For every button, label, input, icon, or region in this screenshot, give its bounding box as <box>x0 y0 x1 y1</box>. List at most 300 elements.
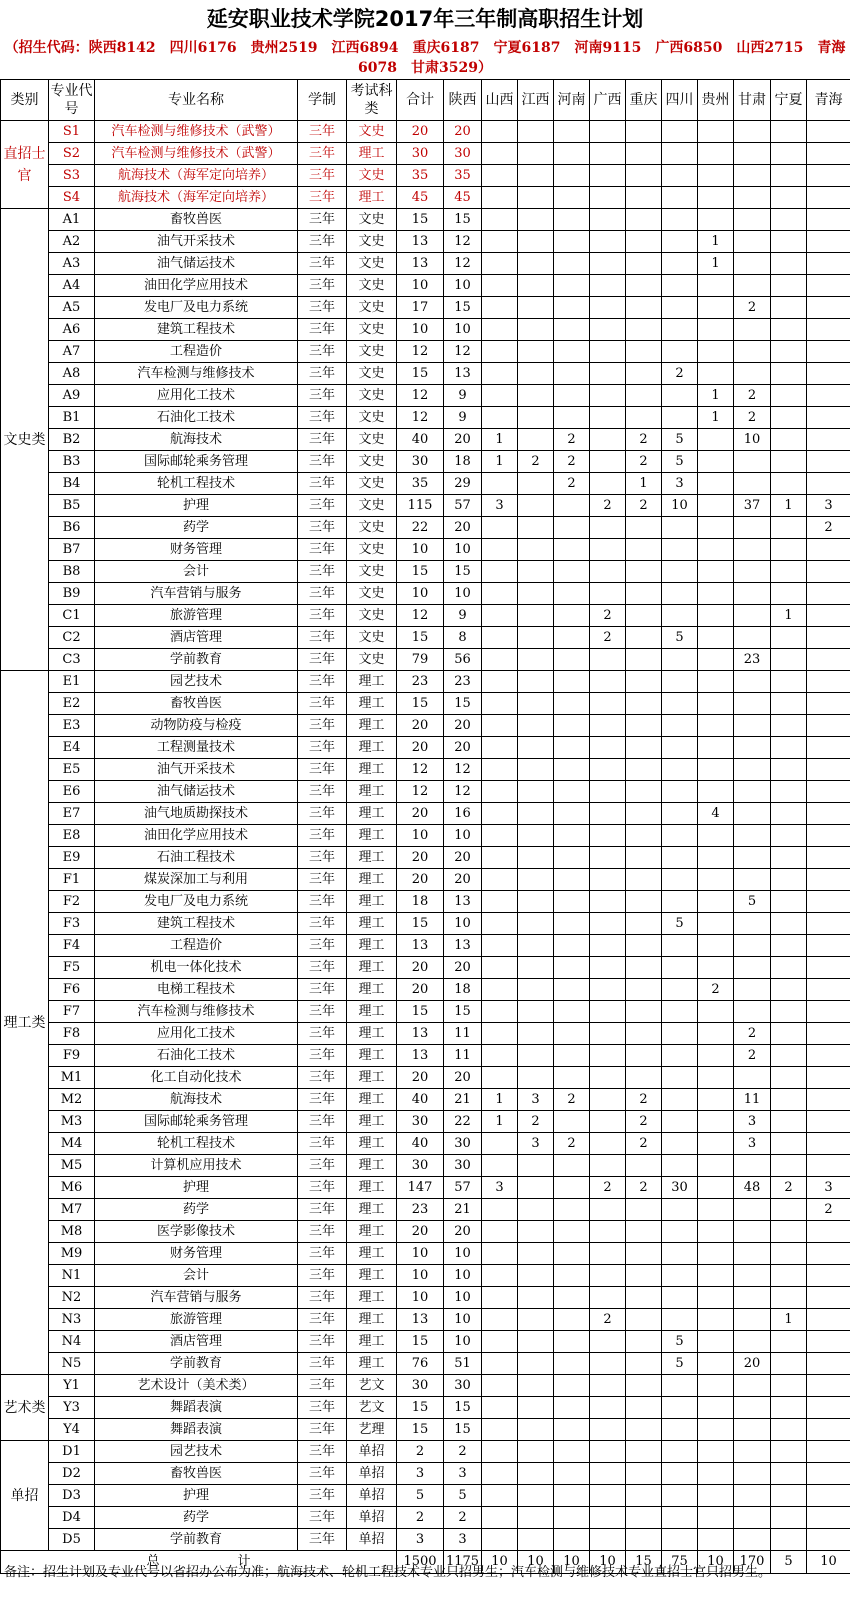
table-row <box>1 1353 850 1375</box>
table-cell <box>590 1243 626 1265</box>
table-row <box>1 737 850 759</box>
table-cell <box>734 275 771 297</box>
table-cell: 三年 <box>298 605 347 627</box>
table-row <box>1 297 850 319</box>
table-cell: 文史 <box>347 297 397 319</box>
table-cell: N3 <box>49 1309 95 1331</box>
table-cell: 9 <box>444 407 482 429</box>
table-cell: 单招 <box>347 1529 397 1551</box>
total-cell: 5 <box>771 1551 807 1574</box>
table-cell: 三年 <box>298 385 347 407</box>
table-cell <box>482 1441 518 1463</box>
table-cell: 理工 <box>347 1023 397 1045</box>
table-cell: 12 <box>444 253 482 275</box>
table-row <box>1 473 850 495</box>
table-cell: 三年 <box>298 121 347 143</box>
table-cell <box>482 869 518 891</box>
table-cell <box>771 869 807 891</box>
table-cell <box>626 297 662 319</box>
table-cell: 2 <box>397 1507 444 1529</box>
table-row <box>1 1331 850 1353</box>
table-cell <box>518 1353 554 1375</box>
table-cell: 理工 <box>347 825 397 847</box>
table-cell: 2 <box>590 495 626 517</box>
table-cell: 35 <box>444 165 482 187</box>
table-cell <box>626 187 662 209</box>
table-cell <box>554 385 590 407</box>
table-cell <box>771 561 807 583</box>
table-cell <box>734 1243 771 1265</box>
table-cell <box>734 1419 771 1441</box>
table-cell <box>771 847 807 869</box>
table-cell: 13 <box>444 935 482 957</box>
table-cell: 化工自动化技术 <box>95 1067 298 1089</box>
table-cell <box>554 165 590 187</box>
table-cell: 2 <box>554 429 590 451</box>
table-cell: 15 <box>444 209 482 231</box>
table-row <box>1 979 850 1001</box>
table-cell <box>807 1155 850 1177</box>
table-cell: 15 <box>444 693 482 715</box>
table-cell <box>734 473 771 495</box>
table-cell: 酒店管理 <box>95 1331 298 1353</box>
table-cell: 三年 <box>298 1331 347 1353</box>
table-cell <box>554 363 590 385</box>
table-cell: 3 <box>807 1177 850 1199</box>
table-cell: 2 <box>444 1441 482 1463</box>
table-cell <box>771 121 807 143</box>
table-cell: 艺文 <box>347 1375 397 1397</box>
total-cell: 10 <box>590 1551 626 1574</box>
table-cell: 2 <box>590 627 626 649</box>
table-cell <box>626 649 662 671</box>
table-cell: 12 <box>397 781 444 803</box>
table-cell: 理工 <box>347 1243 397 1265</box>
table-cell <box>771 429 807 451</box>
table-cell: 油田化学应用技术 <box>95 825 298 847</box>
table-cell <box>698 187 734 209</box>
column-header: 江西 <box>518 80 554 121</box>
table-cell <box>807 253 850 275</box>
table-cell <box>626 825 662 847</box>
table-cell <box>734 957 771 979</box>
table-cell <box>698 1243 734 1265</box>
table-cell: 11 <box>444 1023 482 1045</box>
table-cell <box>554 715 590 737</box>
table-cell <box>590 121 626 143</box>
table-cell: 三年 <box>298 1221 347 1243</box>
table-cell: 三年 <box>298 561 347 583</box>
table-cell <box>626 341 662 363</box>
table-cell <box>518 341 554 363</box>
table-cell <box>807 1507 850 1529</box>
category-cell: 直招士官 <box>1 121 49 209</box>
table-cell: 三年 <box>298 1089 347 1111</box>
table-cell <box>662 1243 698 1265</box>
table-cell <box>590 1023 626 1045</box>
table-cell <box>662 1045 698 1067</box>
table-cell: 20 <box>444 517 482 539</box>
table-cell <box>698 1397 734 1419</box>
table-row <box>1 913 850 935</box>
table-cell: 艺术设计（美术类） <box>95 1375 298 1397</box>
table-cell <box>771 1485 807 1507</box>
table-cell <box>626 561 662 583</box>
table-cell: 40 <box>397 429 444 451</box>
table-cell <box>554 495 590 517</box>
table-cell: 20 <box>444 1221 482 1243</box>
table-cell: B3 <box>49 451 95 473</box>
table-cell <box>807 1331 850 1353</box>
table-cell: 12 <box>444 341 482 363</box>
table-cell <box>554 1529 590 1551</box>
table-cell <box>698 1111 734 1133</box>
table-cell <box>626 935 662 957</box>
table-cell <box>482 1485 518 1507</box>
table-cell <box>626 253 662 275</box>
table-cell: E6 <box>49 781 95 803</box>
table-cell: 油气地质勘探技术 <box>95 803 298 825</box>
table-cell <box>626 1243 662 1265</box>
table-cell <box>482 1199 518 1221</box>
table-cell <box>626 781 662 803</box>
table-cell <box>590 1111 626 1133</box>
table-cell <box>554 319 590 341</box>
table-cell <box>734 1001 771 1023</box>
total-cell: 10 <box>554 1551 590 1574</box>
table-cell: 15 <box>397 363 444 385</box>
table-row <box>1 1045 850 1067</box>
table-cell <box>554 1485 590 1507</box>
table-cell: 三年 <box>298 1397 347 1419</box>
total-cell: 1500 <box>397 1551 444 1574</box>
table-row <box>1 1397 850 1419</box>
table-cell: 三年 <box>298 1309 347 1331</box>
table-cell: 30 <box>444 1375 482 1397</box>
table-cell: 理工 <box>347 781 397 803</box>
table-cell: 理工 <box>347 759 397 781</box>
table-cell: S2 <box>49 143 95 165</box>
table-cell: 15 <box>444 1419 482 1441</box>
table-cell: 三年 <box>298 1529 347 1551</box>
table-cell: 1 <box>482 429 518 451</box>
table-cell <box>590 869 626 891</box>
table-cell <box>482 715 518 737</box>
table-row <box>1 209 850 231</box>
table-cell <box>771 825 807 847</box>
table-cell <box>807 913 850 935</box>
table-cell: 航海技术（海军定向培养） <box>95 187 298 209</box>
table-cell: 115 <box>397 495 444 517</box>
table-cell: 15 <box>397 1331 444 1353</box>
table-cell <box>590 1265 626 1287</box>
table-row <box>1 1111 850 1133</box>
table-row <box>1 319 850 341</box>
table-cell: 理工 <box>347 187 397 209</box>
table-cell <box>518 495 554 517</box>
table-cell <box>807 1309 850 1331</box>
table-cell <box>518 121 554 143</box>
table-cell: 76 <box>397 1353 444 1375</box>
table-cell: 理工 <box>347 671 397 693</box>
table-cell: 10 <box>444 275 482 297</box>
table-row <box>1 407 850 429</box>
table-cell: 国际邮轮乘务管理 <box>95 451 298 473</box>
table-cell <box>482 1001 518 1023</box>
table-cell: 文史 <box>347 363 397 385</box>
table-cell: 3 <box>807 495 850 517</box>
table-cell <box>807 605 850 627</box>
table-cell: 药学 <box>95 1507 298 1529</box>
table-cell <box>734 1331 771 1353</box>
table-cell: 汽车检测与维修技术（武警） <box>95 143 298 165</box>
table-cell: 79 <box>397 649 444 671</box>
table-cell: 理工 <box>347 847 397 869</box>
table-row <box>1 671 850 693</box>
table-cell <box>734 1463 771 1485</box>
table-cell: 22 <box>444 1111 482 1133</box>
table-cell: N1 <box>49 1265 95 1287</box>
table-cell: 国际邮轮乘务管理 <box>95 1111 298 1133</box>
table-cell: 理工 <box>347 1265 397 1287</box>
table-cell: 13 <box>397 935 444 957</box>
table-cell: 轮机工程技术 <box>95 1133 298 1155</box>
table-cell <box>482 649 518 671</box>
table-cell <box>482 1045 518 1067</box>
table-cell <box>554 847 590 869</box>
table-cell <box>771 385 807 407</box>
table-cell: 单招 <box>347 1507 397 1529</box>
table-cell: 计算机应用技术 <box>95 1155 298 1177</box>
table-cell: 18 <box>444 979 482 1001</box>
total-cell: 10 <box>807 1551 850 1574</box>
table-cell <box>662 671 698 693</box>
table-cell: E5 <box>49 759 95 781</box>
table-cell <box>482 1397 518 1419</box>
table-cell <box>554 1177 590 1199</box>
table-cell <box>734 561 771 583</box>
table-cell <box>662 935 698 957</box>
table-cell: 30 <box>397 451 444 473</box>
table-cell: 2 <box>397 1441 444 1463</box>
table-cell: 理工 <box>347 957 397 979</box>
table-cell <box>771 1265 807 1287</box>
table-cell <box>590 253 626 275</box>
table-cell <box>734 165 771 187</box>
table-cell <box>626 847 662 869</box>
table-cell <box>734 1309 771 1331</box>
table-cell: 理工 <box>347 1155 397 1177</box>
table-cell <box>590 473 626 495</box>
table-cell <box>734 1485 771 1507</box>
table-cell: 石油化工技术 <box>95 1045 298 1067</box>
table-cell <box>482 847 518 869</box>
table-cell <box>554 1463 590 1485</box>
table-cell: 文史 <box>347 341 397 363</box>
table-cell: 文史 <box>347 275 397 297</box>
table-cell <box>807 979 850 1001</box>
table-cell <box>771 209 807 231</box>
table-cell <box>662 693 698 715</box>
table-cell <box>518 1463 554 1485</box>
table-cell: 理工 <box>347 979 397 1001</box>
table-cell <box>518 1023 554 1045</box>
enrollment-codes: （招生代码：陕西8142 四川6176 贵州2519 江西6894 重庆6187 宁夏6187 河南9115 广西6850 山西2715 青海6078 甘肃3529） <box>4 40 846 76</box>
table-cell <box>554 1045 590 1067</box>
table-cell: 15 <box>444 1001 482 1023</box>
table-cell: 20 <box>444 429 482 451</box>
table-cell: 2 <box>554 473 590 495</box>
table-cell <box>590 451 626 473</box>
table-cell <box>518 781 554 803</box>
table-cell <box>807 1485 850 1507</box>
table-cell <box>771 671 807 693</box>
table-row <box>1 605 850 627</box>
table-row <box>1 429 850 451</box>
table-cell <box>554 1309 590 1331</box>
table-cell: 煤炭深加工与利用 <box>95 869 298 891</box>
table-cell: 12 <box>444 231 482 253</box>
table-cell: 35 <box>397 165 444 187</box>
table-cell: B7 <box>49 539 95 561</box>
table-cell <box>554 1199 590 1221</box>
table-cell: 航海技术（海军定向培养） <box>95 165 298 187</box>
table-cell <box>482 297 518 319</box>
table-cell <box>518 891 554 913</box>
table-cell <box>554 253 590 275</box>
table-cell <box>590 297 626 319</box>
table-cell <box>771 693 807 715</box>
table-cell: 三年 <box>298 671 347 693</box>
table-cell <box>771 297 807 319</box>
table-cell: 三年 <box>298 187 347 209</box>
table-cell: 三年 <box>298 1133 347 1155</box>
table-cell <box>518 803 554 825</box>
table-cell: M7 <box>49 1199 95 1221</box>
table-cell: 2 <box>590 1309 626 1331</box>
table-cell: 10 <box>444 583 482 605</box>
table-cell <box>626 1353 662 1375</box>
table-cell <box>518 649 554 671</box>
table-cell <box>771 275 807 297</box>
table-cell <box>590 737 626 759</box>
table-cell <box>771 913 807 935</box>
table-cell <box>518 979 554 1001</box>
column-header: 专业代号 <box>49 80 95 121</box>
table-cell <box>662 1463 698 1485</box>
table-cell <box>590 715 626 737</box>
table-cell: 2 <box>771 1177 807 1199</box>
table-cell <box>590 187 626 209</box>
table-cell: 三年 <box>298 1507 347 1529</box>
table-cell <box>626 363 662 385</box>
table-cell <box>518 825 554 847</box>
table-cell <box>482 1265 518 1287</box>
table-cell <box>482 605 518 627</box>
table-cell <box>698 1353 734 1375</box>
table-cell: A1 <box>49 209 95 231</box>
table-cell <box>662 847 698 869</box>
table-cell <box>662 737 698 759</box>
total-cell: 10 <box>518 1551 554 1574</box>
table-cell: 13 <box>444 891 482 913</box>
table-cell <box>482 781 518 803</box>
table-cell: 三年 <box>298 363 347 385</box>
table-cell: 15 <box>397 627 444 649</box>
table-cell <box>734 803 771 825</box>
table-row <box>1 165 850 187</box>
table-row <box>1 1419 850 1441</box>
table-cell: 20 <box>444 715 482 737</box>
category-cell: 单招 <box>1 1441 49 1551</box>
table-cell <box>807 1133 850 1155</box>
table-cell: 3 <box>518 1089 554 1111</box>
table-cell: 文史 <box>347 649 397 671</box>
table-cell: 文史 <box>347 539 397 561</box>
table-cell: 3 <box>444 1529 482 1551</box>
table-cell <box>807 1045 850 1067</box>
table-cell <box>807 143 850 165</box>
table-cell <box>662 297 698 319</box>
table-cell <box>590 1199 626 1221</box>
table-cell: 文史 <box>347 165 397 187</box>
table-cell: 8 <box>444 627 482 649</box>
table-cell <box>698 847 734 869</box>
table-cell <box>662 539 698 561</box>
table-cell <box>626 979 662 1001</box>
table-cell: 13 <box>397 231 444 253</box>
table-cell <box>626 1309 662 1331</box>
table-cell <box>482 1375 518 1397</box>
table-cell <box>698 1529 734 1551</box>
table-cell <box>554 1155 590 1177</box>
table-cell <box>771 1243 807 1265</box>
table-cell <box>518 231 554 253</box>
table-cell: 18 <box>444 451 482 473</box>
table-row <box>1 539 850 561</box>
table-cell: 2 <box>626 495 662 517</box>
table-cell <box>482 583 518 605</box>
table-cell <box>807 231 850 253</box>
table-cell: 20 <box>397 737 444 759</box>
table-row <box>1 561 850 583</box>
table-cell: N2 <box>49 1287 95 1309</box>
table-cell: 18 <box>397 891 444 913</box>
table-cell <box>518 935 554 957</box>
table-cell: 15 <box>397 693 444 715</box>
table-row <box>1 1463 850 1485</box>
table-cell <box>698 275 734 297</box>
table-cell <box>771 1287 807 1309</box>
table-row <box>1 495 850 517</box>
table-cell: 三年 <box>298 451 347 473</box>
table-row <box>1 935 850 957</box>
table-row <box>1 451 850 473</box>
table-cell <box>554 1441 590 1463</box>
column-header: 河南 <box>554 80 590 121</box>
table-cell: 三年 <box>298 539 347 561</box>
table-cell: 1 <box>482 1089 518 1111</box>
table-cell <box>734 363 771 385</box>
table-row <box>1 1221 850 1243</box>
table-cell <box>734 1287 771 1309</box>
table-cell <box>662 1309 698 1331</box>
table-cell <box>698 715 734 737</box>
table-cell: 三年 <box>298 143 347 165</box>
table-cell <box>518 275 554 297</box>
table-cell <box>554 209 590 231</box>
table-cell <box>554 187 590 209</box>
